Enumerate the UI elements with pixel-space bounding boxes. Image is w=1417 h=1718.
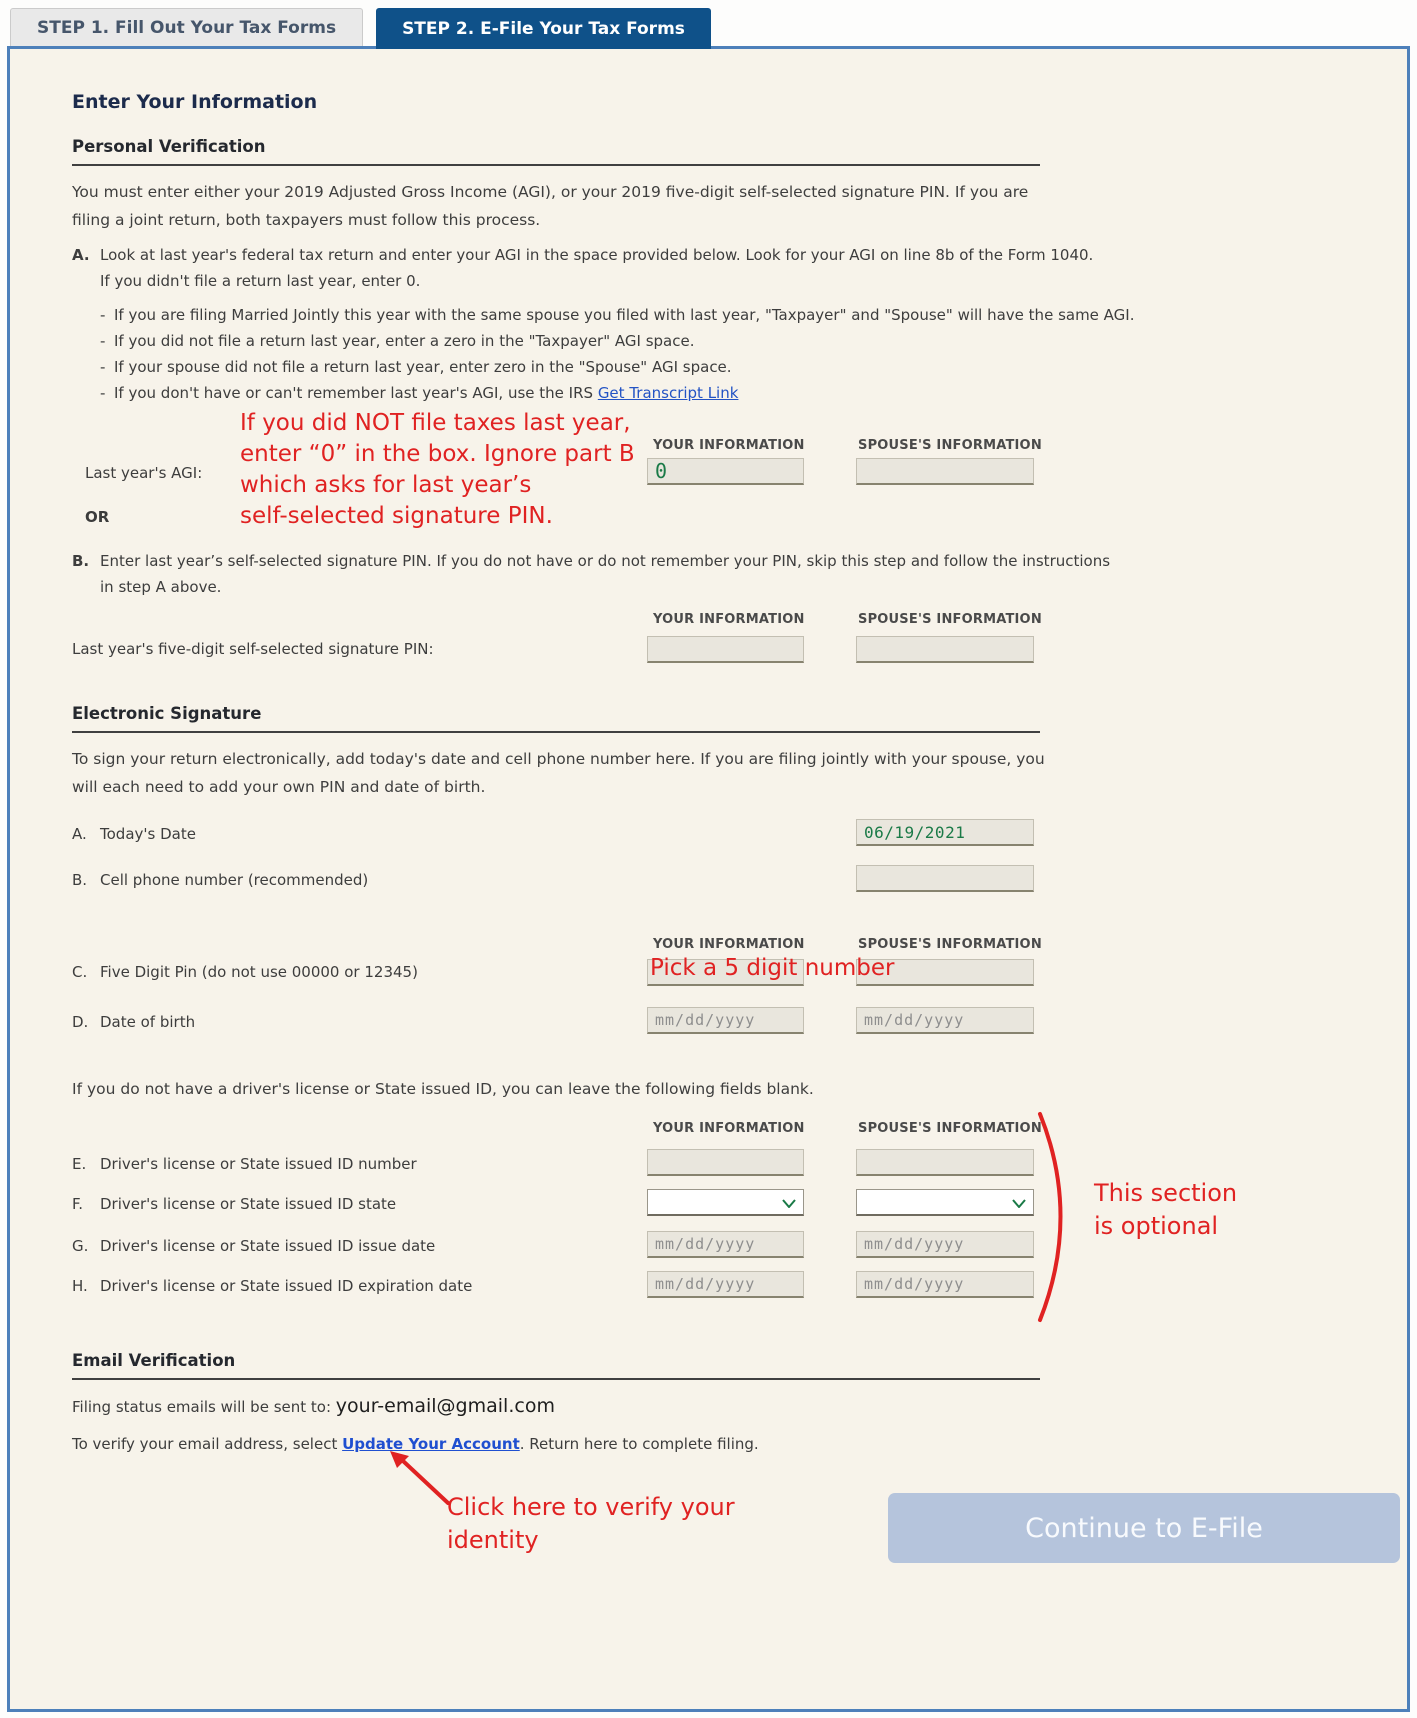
row-letter: G. <box>72 1237 89 1255</box>
cell-phone-label <box>72 871 368 889</box>
personal-verification-intro: You must enter either your 2019 Adjusted Gross Income (AGI), or your 2019 five-digit self-selected signature PIN. If you are filing a joint return, both taxpayers must follow this process. <box>72 183 1029 229</box>
email-sent-to-prefix: Filing status emails will be sent to: <box>72 1398 336 1416</box>
update-your-account-link[interactable]: Update Your Account <box>342 1435 520 1453</box>
dob-spouse-input[interactable] <box>856 1007 1034 1034</box>
row-label-text: Driver's license or State issued ID number <box>100 1155 417 1173</box>
row-letter: E. <box>72 1155 87 1173</box>
annotation-line: which asks for last year’s <box>240 472 532 498</box>
get-transcript-link[interactable]: Get Transcript Link <box>597 384 739 402</box>
item-a-line1: Look at last year's federal tax return and enter your AGI in the space provided below. Look for your AGI on line 8b of the Form 1040. <box>100 246 1094 264</box>
list-item-text: If you don't have or can't remember last year's AGI, use the IRS <box>114 384 598 402</box>
annotation-agi-note <box>240 408 660 532</box>
email-sent-to-line <box>72 1392 1345 1421</box>
dl-issue-date-label <box>72 1237 435 1255</box>
row-label-text: Driver's license or State issued ID expiration date <box>100 1277 473 1295</box>
row-letter: D. <box>72 1013 89 1031</box>
agi-notes-list <box>100 302 1345 406</box>
five-digit-pin-label <box>72 963 418 981</box>
agi-entry-section <box>72 410 1345 542</box>
row-label-text: Driver's license or State issued ID issue date <box>100 1237 436 1255</box>
row-letter: A. <box>72 825 87 843</box>
page-title: Enter Your Information <box>72 91 318 113</box>
form-content <box>10 49 1407 1687</box>
row-letter: B. <box>72 871 88 889</box>
item-b-letter: B. <box>72 552 90 570</box>
drivers-license-note: If you do not have a driver's license or State issued ID, you can leave the following fields blank. <box>72 1080 814 1098</box>
list-item <box>100 328 1345 354</box>
dl-issue-date-spouse-input[interactable] <box>856 1231 1034 1258</box>
row-letter: F. <box>72 1195 83 1213</box>
dl-state-label <box>72 1195 396 1213</box>
last-year-pin-taxpayer-input[interactable] <box>647 636 804 663</box>
row-label-text: Cell phone number (recommended) <box>100 871 369 889</box>
your-information-header: YOUR INFORMATION <box>653 438 805 453</box>
dl-state-spouse-select[interactable] <box>856 1189 1034 1216</box>
continue-to-efile-button[interactable]: Continue to E-File <box>888 1493 1400 1563</box>
dl-expiration-date-spouse-input[interactable] <box>856 1271 1034 1298</box>
your-information-header: YOUR INFORMATION <box>653 1121 805 1136</box>
step-tabs <box>0 0 1417 46</box>
todays-date-input[interactable] <box>856 819 1034 846</box>
dl-number-taxpayer-input[interactable] <box>647 1149 804 1176</box>
agi-spouse-input[interactable] <box>856 458 1034 485</box>
dl-number-spouse-input[interactable] <box>856 1149 1034 1176</box>
your-information-header: YOUR INFORMATION <box>653 612 805 627</box>
agi-label: Last year's AGI: <box>85 464 203 482</box>
spouse-information-header: SPOUSE'S INFORMATION <box>858 1121 1042 1136</box>
dl-number-label <box>72 1155 417 1173</box>
email-verify-prefix: To verify your email address, select <box>72 1435 343 1453</box>
row-label-text: Today's Date <box>100 825 196 843</box>
spouse-information-header: SPOUSE'S INFORMATION <box>858 438 1042 453</box>
annotation-line: identity <box>447 1526 539 1554</box>
or-label: OR <box>85 508 110 526</box>
dl-expiration-date-label <box>72 1277 472 1295</box>
bottom-actions <box>72 1457 1345 1687</box>
section-heading-email-verification: Email Verification <box>72 1351 1040 1380</box>
tab-step1-fill-forms[interactable]: STEP 1. Fill Out Your Tax Forms <box>10 8 363 46</box>
optional-bracket-annotation <box>1034 1109 1086 1327</box>
item-b-line2: in step A above. <box>100 578 222 596</box>
item-a-letter: A. <box>72 246 90 264</box>
cell-phone-input[interactable] <box>856 865 1034 892</box>
annotation-pick-pin-note: Pick a 5 digit number <box>650 955 895 981</box>
pin-dob-section <box>72 937 1345 1049</box>
content-frame <box>7 46 1410 1712</box>
section-heading-electronic-signature: Electronic Signature <box>72 704 1040 733</box>
list-item <box>100 354 1345 380</box>
dl-issue-date-taxpayer-input[interactable] <box>647 1231 804 1258</box>
row-letter: H. <box>72 1277 88 1295</box>
drivers-license-section <box>72 1121 1345 1321</box>
list-item <box>100 302 1345 328</box>
signature-pin-section <box>72 612 1345 682</box>
annotation-verify-note <box>447 1491 735 1557</box>
annotation-line: self-selected signature PIN. <box>240 503 553 529</box>
annotation-line: Click here to verify your <box>447 1493 735 1521</box>
annotation-optional-note <box>1094 1177 1237 1243</box>
item-b-line1: Enter last year’s self-selected signature PIN. If you do not have or do not remember your PIN, skip this step and follow the instructions <box>100 552 1111 570</box>
dl-expiration-date-taxpayer-input[interactable] <box>647 1271 804 1298</box>
list-item-text: If you did not file a return last year, enter a zero in the "Taxpayer" AGI space. <box>114 332 695 350</box>
item-a <box>72 242 1345 294</box>
list-item-text: If you are filing Married Jointly this year with the same spouse you filed with last year, "Taxpayer" and "Spouse" will have the same AGI. <box>114 306 1135 324</box>
todays-date-row <box>72 817 1345 857</box>
annotation-line: This section <box>1094 1179 1238 1207</box>
list-item-text: If your spouse did not file a return last year, enter zero in the "Spouse" AGI space. <box>114 358 732 376</box>
todays-date-label <box>72 825 196 843</box>
your-information-header: YOUR INFORMATION <box>653 937 805 952</box>
section-heading-personal-verification: Personal Verification <box>72 137 1040 166</box>
email-address: your-email@gmail.com <box>335 1395 555 1417</box>
dl-state-taxpayer-select[interactable] <box>647 1189 804 1216</box>
electronic-signature-intro: To sign your return electronically, add today's date and cell phone number here. If you are filing jointly with your spouse, you will each need to add your own PIN and date of birth. <box>72 750 1045 796</box>
row-label-text: Five Digit Pin (do not use 00000 or 12345) <box>100 963 418 981</box>
last-year-pin-spouse-input[interactable] <box>856 636 1034 663</box>
annotation-line: is optional <box>1094 1212 1219 1240</box>
date-of-birth-label <box>72 1013 195 1031</box>
row-label-text: Driver's license or State issued ID state <box>100 1195 397 1213</box>
row-label-text: Date of birth <box>100 1013 196 1031</box>
annotation-line: If you did NOT file taxes last year, <box>240 410 631 436</box>
dob-taxpayer-input[interactable] <box>647 1007 804 1034</box>
spouse-information-header: SPOUSE'S INFORMATION <box>858 937 1042 952</box>
item-b <box>72 548 1345 600</box>
agi-taxpayer-input[interactable] <box>647 458 804 485</box>
last-year-pin-label: Last year's five-digit self-selected signature PIN: <box>72 640 434 658</box>
list-item <box>100 380 1345 406</box>
email-verify-suffix: . Return here to complete filing. <box>519 1435 759 1453</box>
row-letter: C. <box>72 963 88 981</box>
spouse-information-header: SPOUSE'S INFORMATION <box>858 612 1042 627</box>
item-a-line2: If you didn't file a return last year, enter 0. <box>100 272 421 290</box>
cell-phone-row <box>72 857 1345 903</box>
tab-step2-efile[interactable]: STEP 2. E-File Your Tax Forms <box>376 8 711 49</box>
email-verify-line <box>72 1431 1345 1457</box>
annotation-line: enter “0” in the box. Ignore part B <box>240 441 635 467</box>
